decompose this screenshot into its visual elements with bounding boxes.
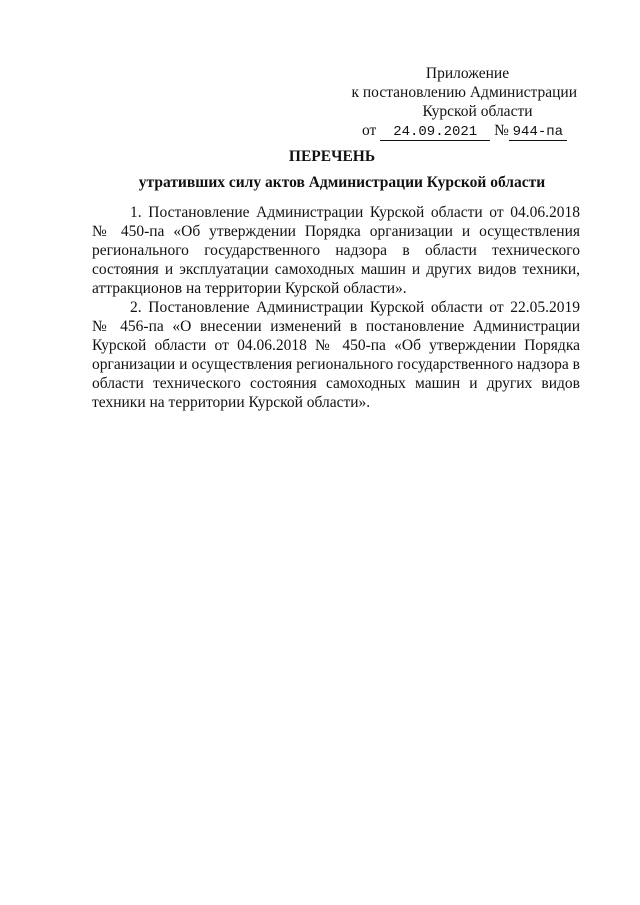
- number-field: 944-па: [509, 124, 567, 141]
- date-field: 24.09.2021: [380, 124, 490, 141]
- document-title: [0, 147, 640, 192]
- appendix-resolution-ref: к постановлению Администрации: [351, 84, 577, 101]
- document-body: [92, 203, 580, 412]
- appendix-region: Курской области: [422, 103, 533, 120]
- list-item: 2. Постановление Администрации Курской области от 22.05.2019 № 456-па «О внесении изменений в постановление Администрации Курской области от 04.06.2018 № 450-па «Об утверждении Порядка организации и осуществления регионального государственного надзора в области технического состояния самоходных машин и других видов техники на территории Курской области».: [92, 299, 580, 411]
- number-prefix: №: [494, 122, 509, 139]
- title-subheading: утративших силу актов Администрации Курской области: [138, 174, 546, 191]
- appendix-date-number: [340, 121, 585, 141]
- appendix-block: [340, 64, 585, 141]
- title-heading: ПЕРЕЧЕНЬ: [288, 148, 376, 165]
- list-item: 1. Постановление Администрации Курской области от 04.06.2018 № 450-па «Об утверждении Порядка организации и осуществления регионального государственного надзора в области технического состояния и эксплуатации самоходных машин и других видов техники, аттракционов на территории Курской области».: [92, 204, 580, 297]
- date-prefix: от: [362, 122, 377, 139]
- appendix-label: Приложение: [425, 65, 510, 82]
